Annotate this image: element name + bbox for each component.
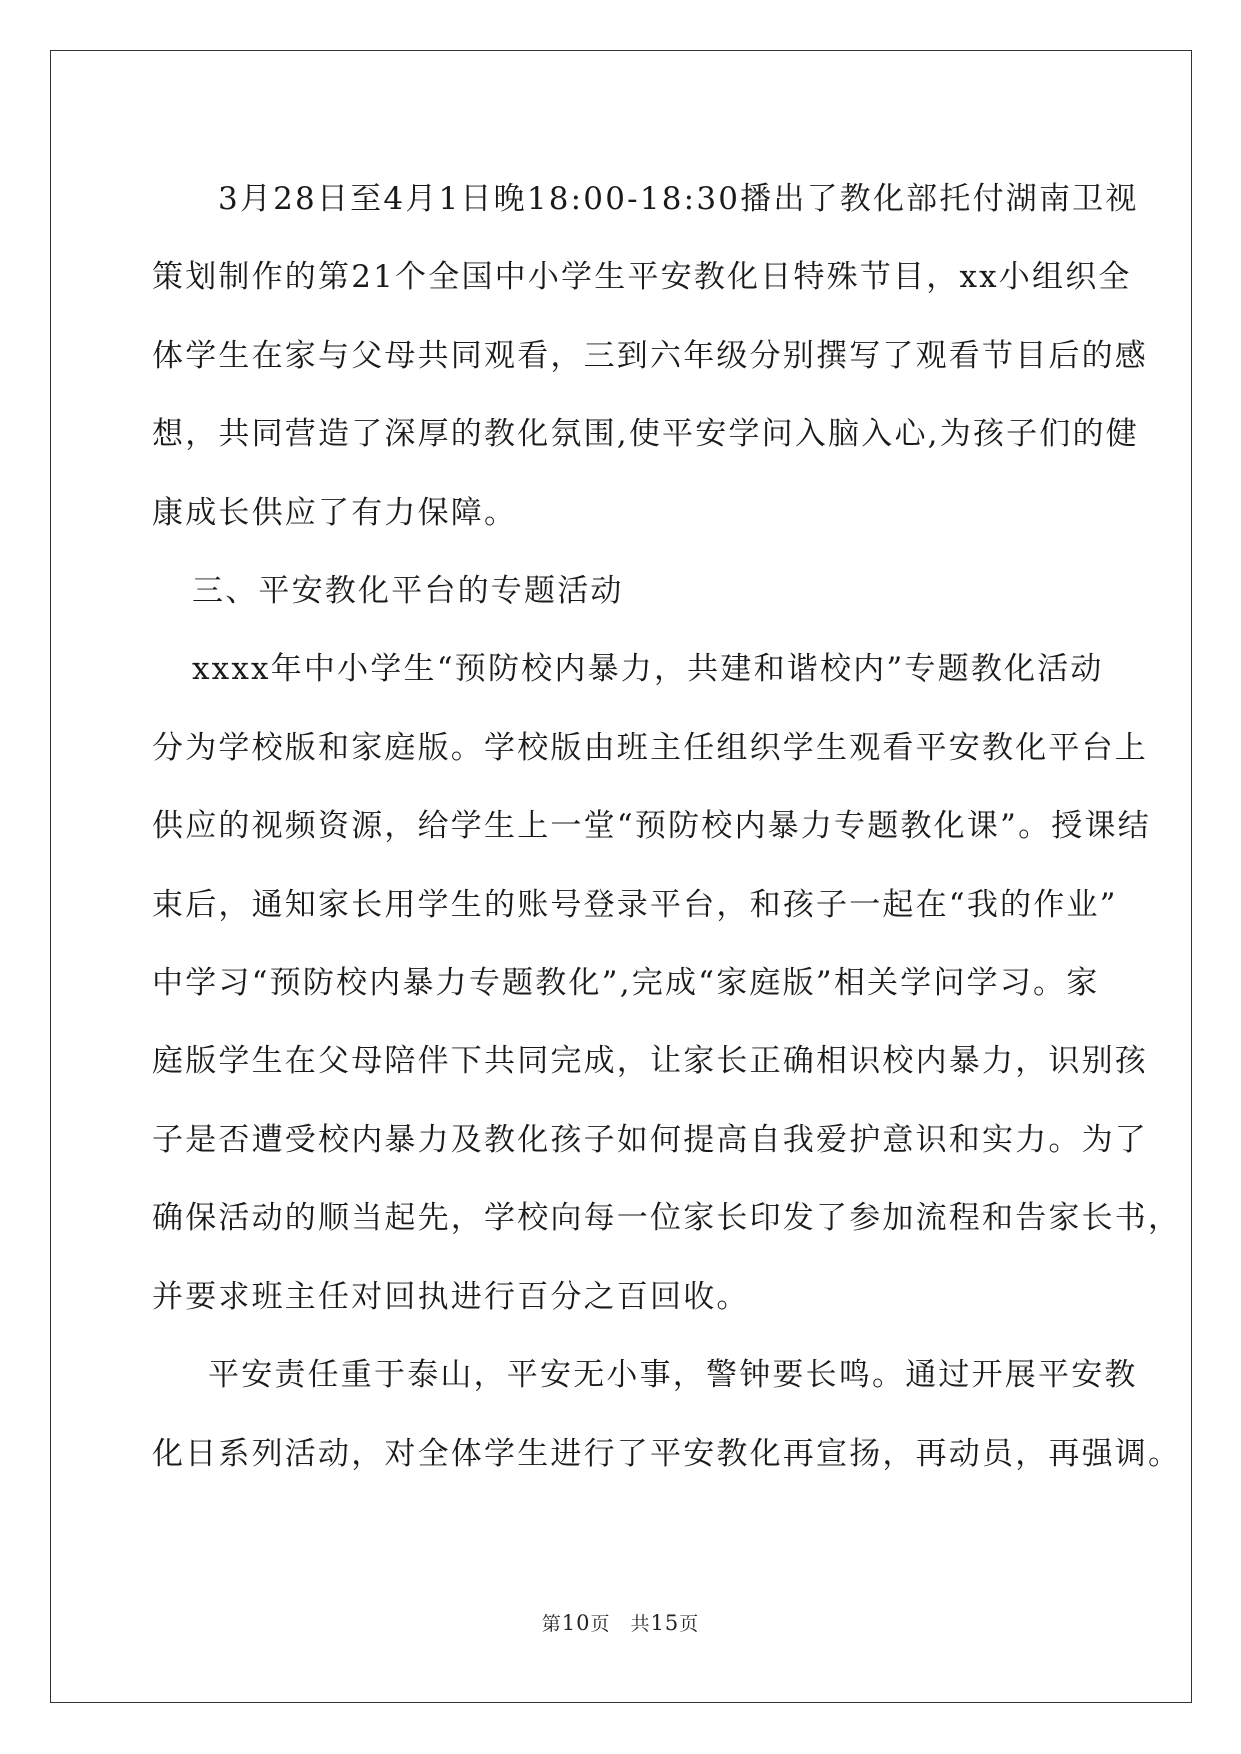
paragraph-1	[152, 160, 1148, 552]
section-heading	[152, 552, 1092, 630]
text-line: 化日系列活动，对全体学生进行了平安教化再宣扬，再动员，再强调。	[152, 1435, 1182, 1472]
text-line: xxxx年中小学生“预防校内暴力，共建和谐校内”专题教化活动	[192, 651, 1104, 688]
text-line: 中学习“预防校内暴力专题教化”,完成“家庭版”相关学问学习。家	[152, 965, 1100, 1002]
text-line: 3月28日至4月1日晚18:00-18:30播出了教化部托付湖南卫视	[218, 181, 1139, 217]
text-line: 束后，通知家长用学生的账号登录平台，和孩子一起在“我的作业”	[152, 886, 1118, 923]
page-current: 10	[561, 1611, 591, 1635]
page-suffix: 页	[679, 1613, 700, 1635]
page-prefix: 第	[541, 1613, 562, 1635]
text-line: 体学生在家与父母共同观看，三到六年级分别撰写了观看节目后的感	[152, 337, 1148, 374]
text-line: 策划制作的第21个全国中小学生平安教化日特殊节目，xx小组织全	[152, 259, 1132, 296]
document-body	[152, 160, 1182, 1493]
text-line: 想，共同营造了深厚的教化氛围,使平安学问入脑入心,为孩子们的健	[152, 416, 1139, 453]
section-title: 三、平安教化平台的专题活动	[192, 573, 624, 610]
text-line: 子是否遭受校内暴力及教化孩子如何提高自我爱护意识和实力。为了	[152, 1121, 1148, 1158]
text-line: 庭版学生在父母陪伴下共同完成，让家长正确相识校内暴力，识别孩	[152, 1043, 1148, 1080]
text-line: 并要求班主任对回执进行百分之百回收。	[152, 1278, 750, 1315]
page-total: 15	[650, 1611, 680, 1635]
page-mid: 页 共	[590, 1613, 651, 1635]
paragraph-3	[152, 630, 1182, 1336]
text-line: 分为学校版和家庭版。学校版由班主任组织学生观看平安教化平台上	[152, 729, 1148, 766]
text-line: 确保活动的顺当起先，学校向每一位家长印发了参加流程和告家长书，	[152, 1200, 1182, 1237]
text-line: 康成长供应了有力保障。	[152, 494, 518, 531]
text-line: 平安责任重于泰山，平安无小事，警钟要长鸣。通过开展平安教	[208, 1357, 1138, 1394]
text-line: 供应的视频资源，给学生上一堂“预防校内暴力专题教化课”。授课结	[152, 808, 1151, 845]
page-footer	[0, 1609, 1241, 1636]
paragraph-4	[152, 1336, 1182, 1493]
